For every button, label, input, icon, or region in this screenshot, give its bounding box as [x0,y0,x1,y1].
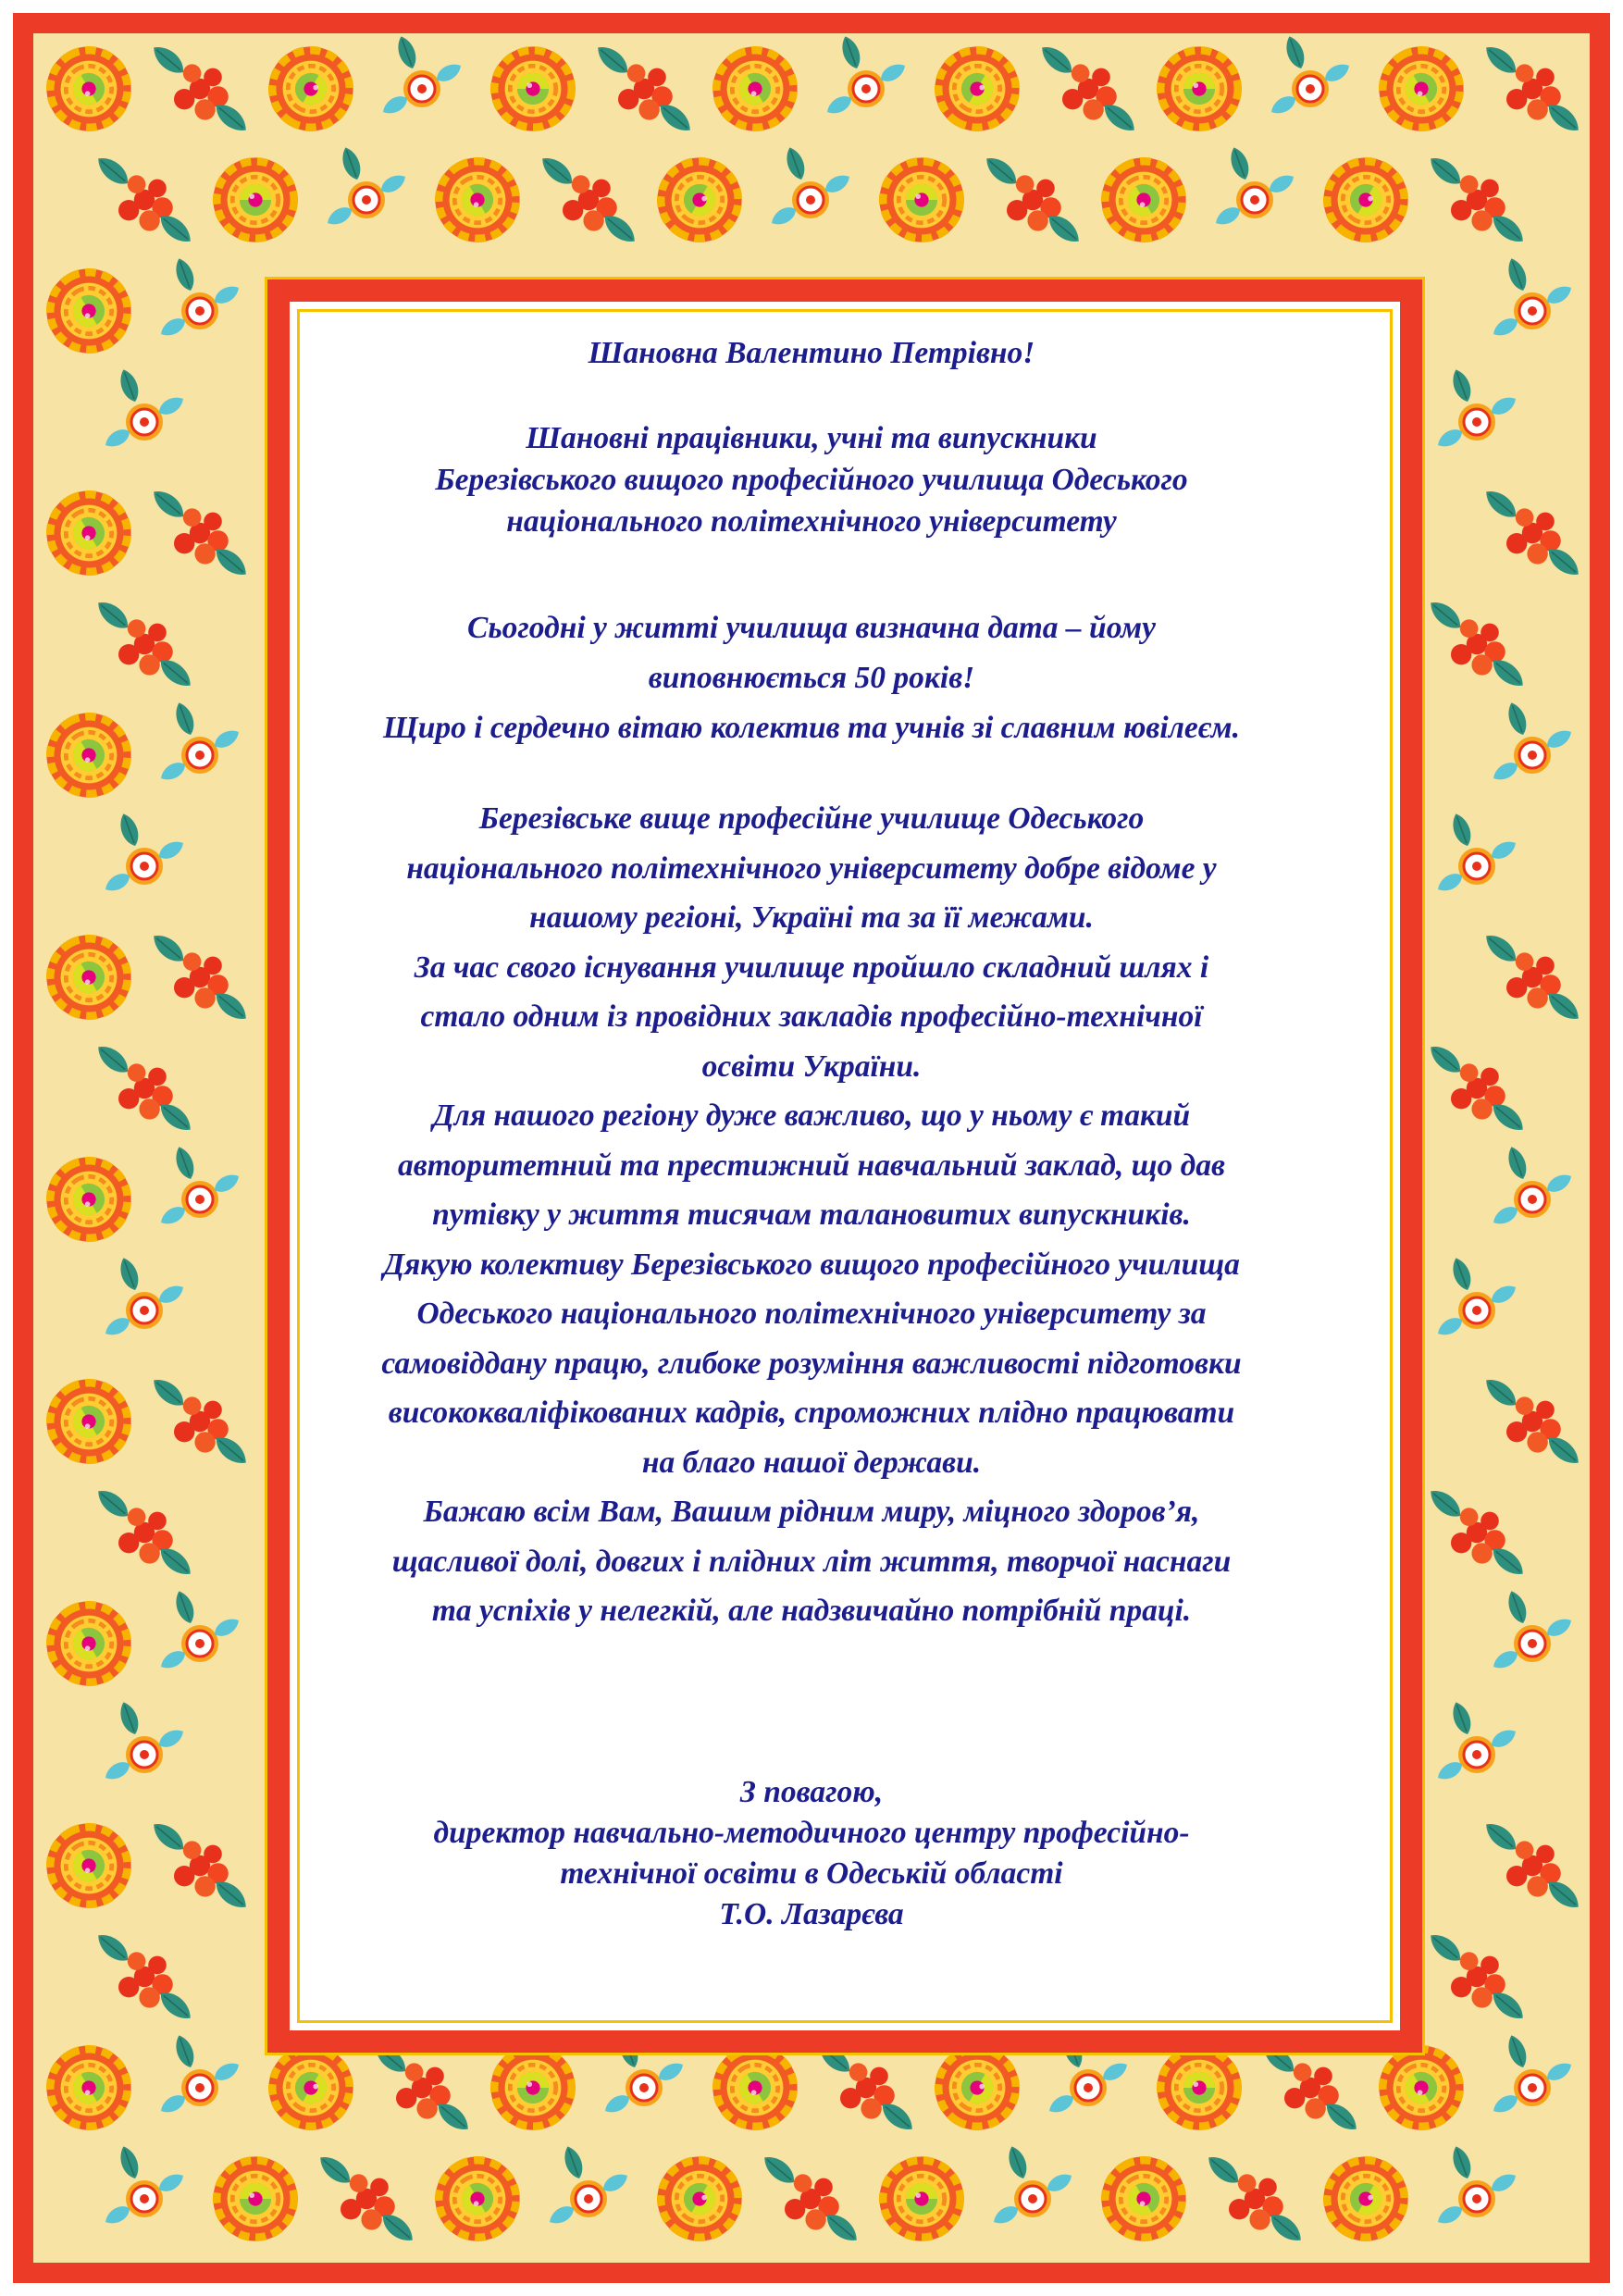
flower-icon [1458,403,1495,441]
body-block [263,794,1360,1636]
flower-icon [181,737,218,774]
leaf-icon [1282,34,1308,71]
leaf-icon [1425,1040,1466,1078]
leaf-icon [1425,1484,1466,1522]
leaf-icon [172,1145,198,1182]
leaf-icon [117,812,142,849]
body-line: самовіддану працю, глибоке розуміння важливості підготовки [381,1346,1242,1381]
flower-icon [1157,2045,1241,2129]
leaf-icon [1505,1145,1530,1182]
flower-icon [570,2180,607,2217]
flower-icon [920,33,1035,146]
anniversary-line: виповнюється 50 років! [648,661,975,695]
flower-icon [33,1364,146,1480]
closing-line: технічної освіти в Одеській області [560,1856,1063,1891]
flower-icon [1014,2180,1051,2217]
leaf-icon [1505,2033,1530,2070]
flower-icon [1458,1736,1495,1773]
leaf-icon [1481,485,1521,523]
anniversary-line: Сьогодні у житті училища визначна дата – йому [467,611,1156,645]
leaf-icon [759,2151,799,2189]
body-line: та успіхів у нелегкій, але надзвичайно потрібній праці. [431,1594,1192,1628]
address-line: Шановні працівники, учні та випускники [526,421,1097,455]
leaf-icon [1481,1373,1521,1411]
body-line: на благо нашої держави. [641,1445,982,1480]
signature-block [263,1772,1360,1935]
leaf-icon [93,1929,133,1967]
anniversary-block [263,603,1360,753]
flower-icon [33,920,146,1036]
flower-icon [490,2045,575,2129]
flower-icon [126,1736,163,1773]
leaf-icon [93,1484,133,1522]
flower-icon [181,1181,218,1218]
flower-icon [33,1142,146,1258]
anniversary-line: Щиро і сердечно вітаю колектив та учнів зі славним ювілеєм. [382,711,1240,745]
flower-icon [1070,2069,1107,2106]
leaf-icon [561,2144,587,2181]
leaf-icon [148,929,189,967]
flower-icon [879,2156,963,2240]
body-line: Одеського національного політехнічного університету за [416,1297,1207,1331]
address-line: Березівського вищого професійного училища Одеського [435,463,1188,497]
flower-icon [126,848,163,885]
leaf-icon [1449,1700,1475,1737]
flower-icon [420,2141,536,2257]
flower-icon [181,2069,218,2106]
flower-icon [403,70,440,107]
flower-icon [1514,1625,1551,1662]
body-line: національного політехнічного університету добре відоме у [406,850,1217,886]
signatory-name: Т.О. Лазарєва [719,1897,904,1931]
leaf-icon [1449,1256,1475,1293]
flower-icon [33,698,146,813]
leaf-icon [1425,1929,1466,1967]
leaf-icon [339,145,365,182]
closing-line: директор навчально-методичного центру професійно- [433,1816,1190,1850]
body-line: За час свого існування училище пройшло складний шлях і [414,949,1209,985]
leaf-icon [1425,596,1466,634]
body-line: освіти України. [701,1049,922,1084]
flower-icon [33,2030,146,2146]
flower-icon [33,1808,146,1924]
flower-icon [420,143,536,258]
leaf-icon [148,485,189,523]
flower-icon [33,476,146,591]
greeting: Шановна Валентино Петрівно! [588,336,1035,370]
body-line: Дякую колективу Березівського вищого професійного училища [383,1247,1240,1282]
leaf-icon [1036,41,1077,79]
leaf-icon [172,701,198,738]
leaf-icon [1425,152,1466,190]
leaf-icon [93,596,133,634]
flower-icon [33,254,146,369]
flower-icon [33,33,146,146]
leaf-icon [1505,256,1530,293]
flower-icon [1458,1292,1495,1329]
flower-icon [1157,46,1241,130]
flower-icon [1458,848,1495,885]
leaf-icon [1481,929,1521,967]
leaf-icon [1449,367,1475,404]
flower-icon [348,181,385,218]
leaf-icon [1481,1818,1521,1855]
leaf-icon [838,34,864,71]
leaf-icon [148,1373,189,1411]
flower-icon [181,1625,218,1662]
letter-text [263,275,1360,1991]
flower-icon [642,2141,758,2257]
flower-icon [126,2180,163,2217]
flower-icon [126,403,163,441]
leaf-icon [783,145,809,182]
address-block [263,417,1360,542]
leaf-icon [981,152,1022,190]
flower-icon [33,1586,146,1702]
leaf-icon [172,1589,198,1626]
flower-icon [1514,292,1551,329]
flower-icon [1236,181,1273,218]
flower-icon [626,2069,663,2106]
flower-icon [1458,2180,1495,2217]
flower-icon [698,33,813,146]
leaf-icon [394,34,420,71]
body-line: щасливої долі, довгих і плідних літ життя, творчої наснаги [391,1544,1232,1579]
flower-icon [213,2156,297,2240]
leaf-icon [1005,2144,1031,2181]
flower-icon [1308,143,1424,258]
flower-icon [1086,2141,1202,2257]
leaf-icon [117,2144,142,2181]
closing-line: З повагою, [739,1775,884,1809]
leaf-icon [93,1040,133,1078]
body-line: авторитетний та престижний навчальний заклад, що дав [397,1148,1225,1183]
flower-icon [1514,2069,1551,2106]
leaf-icon [1505,1589,1530,1626]
leaf-icon [172,256,198,293]
leaf-icon [93,152,133,190]
flower-icon [1292,70,1329,107]
leaf-icon [1481,41,1521,79]
flower-icon [1514,737,1551,774]
leaf-icon [1449,812,1475,849]
leaf-icon [172,2033,198,2070]
flower-icon [879,157,963,242]
leaf-icon [117,1256,142,1293]
leaf-icon [1227,145,1253,182]
body-line: Для нашого регіону дуже важливо, що у ньому є такий [432,1098,1191,1133]
body-line: стало одним із провідних закладів професійно-технічної [420,999,1203,1034]
flower-icon [848,70,885,107]
flower-icon [1364,33,1480,146]
leaf-icon [117,1700,142,1737]
body-line: путівку у життя тисячам талановитих випускників. [432,1198,1191,1232]
leaf-icon [592,41,633,79]
flower-icon [1086,143,1202,258]
flower-icon [181,292,218,329]
flower-icon [254,33,369,146]
leaf-icon [1449,2144,1475,2181]
body-line: висококваліфікованих кадрів, спроможних плідно працювати [388,1396,1235,1430]
leaf-icon [1505,701,1530,738]
flower-icon [642,143,758,258]
flower-icon [1308,2141,1424,2257]
body-line: Березівське вище професійне училище Одеського [478,801,1145,836]
flower-icon [126,1292,163,1329]
flower-icon [792,181,829,218]
flower-icon [213,157,297,242]
flower-icon [1514,1181,1551,1218]
leaf-icon [315,2151,355,2189]
address-line: національного політехнічного університету [506,504,1117,539]
flower-icon [490,46,575,130]
leaf-icon [1203,2151,1244,2189]
leaf-icon [117,367,142,404]
body-line: Бажаю всім Вам, Вашим рідним миру, міцного здоров’я, [423,1495,1200,1529]
leaf-icon [148,41,189,79]
body-line: нашому регіоні, Україні та за її межами. [529,900,1094,935]
leaf-icon [148,1818,189,1855]
leaf-icon [537,152,577,190]
